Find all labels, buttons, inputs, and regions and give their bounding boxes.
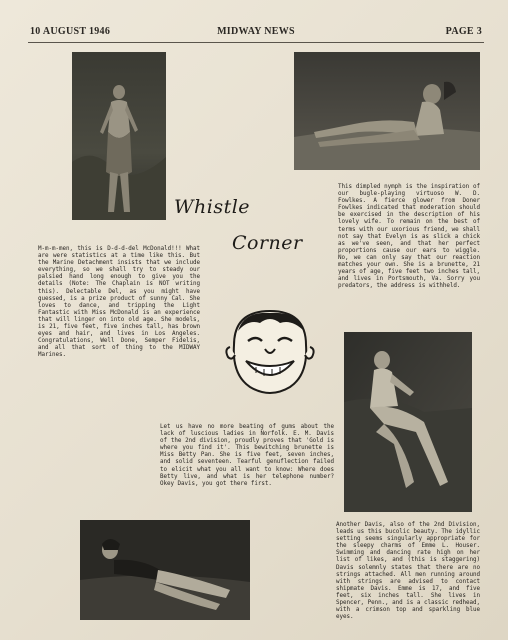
masthead xyxy=(30,26,482,40)
photo-lying-woman xyxy=(80,520,250,620)
article-del-mcdonald: M-m-m-men, this is D-d-d-del McDonald!!! What are were statistics at a time like this. But the Marine Detachment insists that we include everything, so we shall try to steady our palsied hand long enough to give you the details (Note: The Chaplain is NOT writing this). Delectable Del, as you might have guessed, is a prize product of sunny Cal. She loves to dance, and tripping the Light Fantastic with Miss McDonald is an experience that will linger on into old age. She models, is 21, five feet, five inches tall, has brown eyes and hair, and lives in Los Angeles. Congratulations, Well Done, Semper Fidelis, and all that sort of thing to the MIDWAY Marines. xyxy=(38,246,200,359)
article-evelyn-fowlkes: This dimpled nymph is the inspiration of our bugle-playing virtuoso W. D. Fowlkes. A fierce glower from Doner Fowlkes indicated that moderation should be exercised in the description of his lovely wife. To remain on the best of terms with our uxorious friend, we shall not say that Evelyn is as slick a chick as we've seen, and that her perfect proportions cause our ears to wiggle. No, we can only say that our reaction matches your own. She is a brunette, 21 years of age, five feet two inches tall, and lives in Portsmouth, Va. Sorry you predators, the address is withheld. xyxy=(338,184,480,290)
photo-seated-woman xyxy=(344,332,472,512)
newspaper-title: MIDWAY NEWS xyxy=(217,26,295,37)
heading-word-whistle: Whistle xyxy=(174,196,251,218)
masthead-rule xyxy=(28,42,484,43)
heading-word-corner: Corner xyxy=(232,232,303,254)
article-betty-pan: Let us have no more beating of gums about the lack of luscious ladies in Norfolk. E. M. Davis of the 2nd division, proudly proves that 'Gold is where you find it'. This bewitching brunette is Miss Betty Pan. She is five feet, seven inches, and solid seventeen. Tearful genuflection failed to elicit what you all want to know: Where does Betty live, and what is her telephone number? Okey Davis, you got there first. xyxy=(160,424,334,487)
article-emma-houser: Another Davis, also of the 2nd Division, leads us this bucolic beauty. The idyllic setting seems singularly appropriate for the sleepy charms of Emme L. Houser. Swimming and dancing rate high on her list of likes, and (this is staggering) Davis solemnly states that there are no strings attached. All men running around with strings are advised to contact shipmate Davis. Emme is 17, and five feet, six inches tall. She lives in Spencer, Penn., and is a classic redhead, with a crimson top and sparkling blue eyes. xyxy=(336,522,480,621)
issue-date: 10 AUGUST 1946 xyxy=(30,26,111,37)
photo-standing-woman xyxy=(72,52,166,220)
photo-reclining-woman xyxy=(294,52,480,170)
cartoon-grinning-face-icon xyxy=(220,305,320,400)
page-number: PAGE 3 xyxy=(445,26,482,37)
